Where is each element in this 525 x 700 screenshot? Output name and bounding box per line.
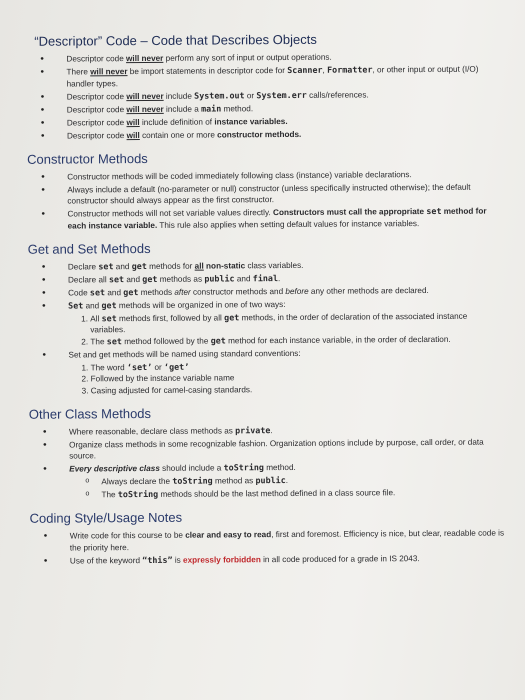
list-item: 3. Casing adjusted for camel-casing standards. (91, 383, 504, 397)
list-item: • Write code for this course to be clear and easy to read, first and foremost. Efficiency is nice, but clear, readable code is the priority here. (64, 528, 505, 554)
list-item: • Descriptor code will contain one or more constructor methods. (61, 128, 502, 143)
section-descriptor (26, 31, 502, 143)
list-item: • Declare set and get methods for all non-static class variables. (62, 258, 503, 273)
section-heading-coding-style: Coding Style/Usage Notes (29, 509, 183, 526)
list-item: • Where reasonable, declare class methods as private. (63, 423, 504, 438)
list-item: • There will never be import statements in descriptor code for Scanner, Formatter, or other input or output (I/O) handler types. (60, 64, 501, 90)
list-item: • Constructor methods will be coded immediately following class (instance) variable declarations. (61, 168, 502, 183)
other-methods-list (29, 423, 505, 502)
constructor-list (27, 168, 502, 232)
naming-conventions-list (69, 359, 504, 397)
get-set-list (28, 258, 504, 397)
section-get-set (28, 238, 504, 397)
list-item: • Constructor methods will not set variable values directly. Constructors must call the appropriate set method for each instance variable. This rule also applies when setting default values for instance variables. (61, 206, 502, 232)
list-item: 1. The word ‘set’ or ‘get’ (91, 359, 504, 373)
list-item: 1. All set methods first, followed by all get methods, in the order of declaration of the associated instance variables. (90, 310, 503, 336)
list-item: • Descriptor code will never perform any sort of input or output operations. (60, 51, 501, 66)
list-item: • Descriptor code will never include System.out or System.err calls/references. (61, 88, 502, 103)
section-heading-other-methods: Other Class Methods (28, 405, 152, 422)
list-item: • Declare all set and get methods as public and final. (62, 271, 503, 286)
section-heading-get-set: Get and Set Methods (27, 240, 151, 257)
list-item: • Set and get methods will be organized in one of two ways: 1. All set methods first, followed by all get methods, in the order of declaration of the associated instance variables. 2. The set method followed by the get method for each instance variable, in the order of declaration. (62, 297, 503, 347)
list-item: o The toString methods should be the last method defined in a class source file. (85, 486, 504, 502)
section-heading-descriptor: “Descriptor” Code – Code that Describes Objects (34, 31, 317, 49)
tostring-notes-list (69, 473, 504, 502)
section-coding-style (30, 508, 505, 568)
list-item: • Code set and get methods after constructor methods and before any other methods are declared. (62, 284, 503, 299)
list-item: • Use of the keyword “this” is expressly forbidden in all code produced for a grade in IS 2043. (64, 552, 505, 567)
list-item: • Organize class methods in some recognizable fashion. Organization options include by purpose, call order, or data source. (63, 436, 504, 462)
list-item: • Every descriptive class should include a toString method. o Always declare the toString method as public. o The toString methods should be the last method defined in a class source file. (63, 461, 504, 502)
section-other-methods (29, 403, 505, 502)
coding-style-list (30, 528, 505, 568)
list-item: 2. Followed by the instance variable name (91, 371, 504, 385)
list-item: o Always declare the toString method as public. (85, 473, 504, 489)
list-item: • Always include a default (no-parameter or null) constructor (unless specifically instructed otherwise); the default constructor should always appear as the first constructor. (61, 181, 502, 207)
list-item: • Descriptor code will include definition of instance variables. (61, 114, 502, 129)
organization-options-list (68, 310, 503, 348)
list-item: • Set and get methods will be named using standard conventions: 1. The word ‘set’ or ‘get’ 2. Followed by the instance variable name 3. Casing adjusted for camel-casing standards. (62, 347, 503, 397)
list-item: • Descriptor code will never include a main method. (61, 101, 502, 116)
section-heading-constructor: Constructor Methods (27, 150, 148, 167)
section-constructor (27, 148, 503, 232)
list-item: 2. The set method followed by the get method for each instance variable, in the order of declaration. (90, 333, 503, 347)
descriptor-list (26, 51, 502, 143)
